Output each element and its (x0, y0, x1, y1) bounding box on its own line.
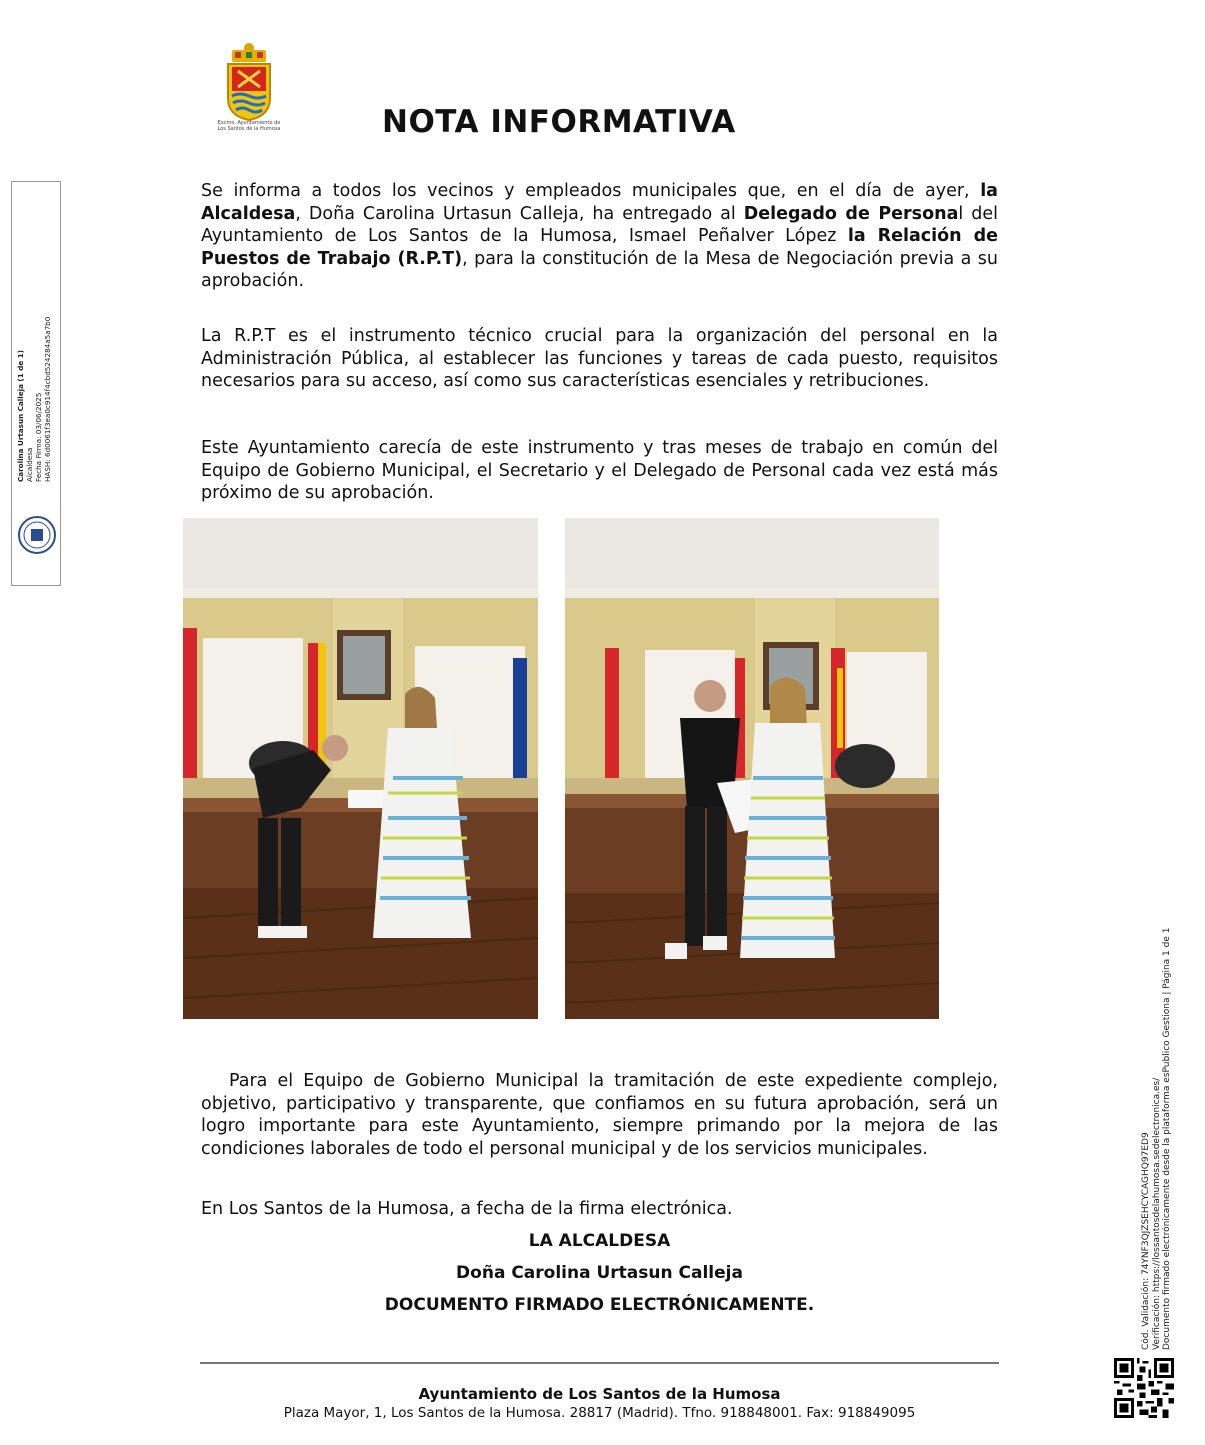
signature-note: DOCUMENTO FIRMADO ELECTRÓNICAMENTE. (384, 1295, 815, 1315)
paragraph-rpt-definition: La R.P.T es el instrumento técnico crucial para la organización del personal en la Administración Pública, al establecer las funciones y tareas de cada puesto, requisitos necesarios para su acceso, así como sus características esenciales y retribuciones. (201, 326, 998, 391)
photo-signing (183, 518, 538, 1019)
crest-caption: Excmo. Ayuntamiento de Los Santos de la Humosa (217, 120, 281, 132)
stamp-date: Fecha Firma: 03/06/2025 (34, 392, 43, 482)
stamp-role: Alcaldesa (25, 447, 34, 482)
qr-code-icon (1114, 1358, 1174, 1418)
paragraph-intro: Se informa a todos los vecinos y empleados municipales que, en el día de ayer, la Alcaldesa, Doña Carolina Urtasun Calleja, ha entregado al Delegado de Personal del Ayuntamiento de Los Santos de la Humosa, Ismael Peñalver López la Relación de Puestos de Trabajo (R.P.T), para la constitución de la Mesa de Negociación previa a su aprobación. (201, 181, 998, 291)
paragraph-conclusion: Para el Equipo de Gobierno Municipal la tramitación de este expediente complejo, objetivo, participativo y transparente, que confiamos en su futura aprobación, será un logro importante para este Ayuntamiento, siempre primando por la mejora de las condiciones laborales de todo el personal municipal y de los servicios municipales. (201, 1071, 998, 1159)
signature-name: Doña Carolina Urtasun Calleja (456, 1263, 743, 1283)
verification-text (1141, 910, 1173, 1350)
document-title: NOTA INFORMATIVA (382, 104, 736, 140)
footer-divider (200, 1362, 999, 1364)
paragraph-place-date: En Los Santos de la Humosa, a fecha de la firma electrónica. (201, 1199, 733, 1219)
signature-role: LA ALCALDESA (528, 1231, 671, 1251)
photo-handover (565, 518, 939, 1019)
paragraph-background: Este Ayuntamiento carecía de este instrumento y tras meses de trabajo en común del Equipo de Gobierno Municipal, el Secretario y el Delegado de Personal cada vez está más próximo de su aprobación. (201, 438, 998, 503)
signature-stamp (11, 181, 61, 586)
footer-organization: Ayuntamiento de Los Santos de la Humosa (418, 1385, 781, 1403)
footer-address: Plaza Mayor, 1, Los Santos de la Humosa. 28817 (Madrid). Tfno. 918848001. Fax: 918849095 (283, 1405, 916, 1421)
stamp-name: Carolina Urtasun Calleja (1 de 1) (16, 349, 25, 482)
seal-icon (17, 515, 57, 555)
verification-url: Verificación: https://lossantosdelahumosa.sedelectronica.es/ (1151, 1077, 1162, 1350)
verification-code: Cód. Validación: 74YNF3QJZSEHCYCAGHQ97ED9 (1141, 1132, 1151, 1350)
stamp-hash: HASH: 6d0061f3ea0c914f4cbd524284a5a7b0 (43, 316, 52, 482)
verification-platform: Documento firmado electrónicamente desde la plataforma esPublico Gestiona | Página 1 de 1 (1162, 927, 1172, 1350)
stamp-text (16, 142, 52, 482)
